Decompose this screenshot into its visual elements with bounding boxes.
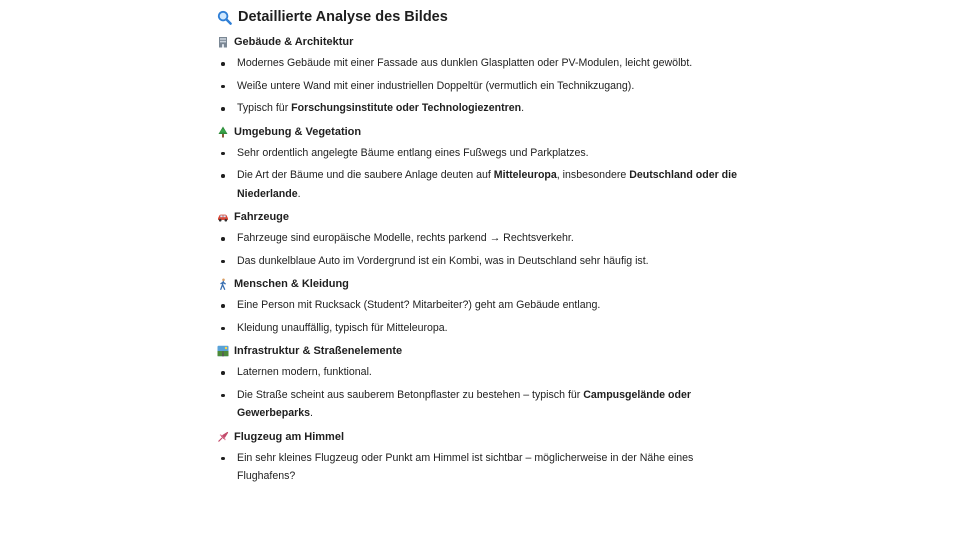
- section-heading: [217, 32, 737, 52]
- car-icon: [217, 211, 229, 223]
- text-run: Modernes Gebäude mit einer Fassade aus dunklen Glasplatten oder PV-Modulen, leicht gewölbt.: [237, 57, 693, 69]
- road-map-icon: [217, 345, 229, 357]
- list-item: [217, 296, 737, 315]
- building-icon: [217, 36, 229, 48]
- bullet-list: [217, 144, 737, 204]
- bold-text: Campusgelände oder Gewerbeparks: [237, 388, 691, 419]
- magnifier-icon: [217, 10, 232, 25]
- page-title-text: Detaillierte Analyse des Bildes: [238, 9, 448, 25]
- list-item: [217, 99, 737, 118]
- section-heading: [217, 341, 737, 361]
- section-heading-text: Fahrzeuge: [234, 211, 290, 223]
- text-run: Fahrzeuge sind europäische Modelle, rechts parkend → Rechtsverkehr.: [237, 232, 574, 244]
- bullet-list: [217, 449, 737, 486]
- bullet-list: [217, 54, 737, 118]
- text-run: Laternen modern, funktional.: [237, 366, 372, 378]
- bullet-list: [217, 229, 737, 270]
- list-item: [217, 363, 737, 382]
- section-heading-text: Flugzeug am Himmel: [234, 430, 345, 443]
- bold-text: Deutschland oder die Niederlande: [237, 169, 737, 200]
- section-heading-text: Umgebung & Vegetation: [234, 125, 362, 138]
- text-run: .: [297, 187, 301, 200]
- tree-icon: [217, 126, 229, 138]
- text-run: Ein sehr kleines Flugzeug oder Punkt am Himmel ist sichtbar – möglicherweise in der Nähe eines Flughafens?: [237, 451, 694, 482]
- list-item: [217, 252, 737, 271]
- sections-container: [217, 32, 737, 486]
- section-heading-text: Gebäude & Architektur: [234, 36, 354, 48]
- bullet-list: [217, 363, 737, 423]
- text-run: .: [521, 102, 525, 114]
- page-title: [217, 6, 737, 28]
- bold-text: Mitteleuropa: [493, 169, 557, 181]
- list-item: [217, 386, 737, 423]
- text-run: Sehr ordentlich angelegte Bäume entlang eines Fußwegs und Parkplatzes.: [237, 146, 589, 159]
- airplane-icon: [217, 431, 229, 443]
- text-run: , insbesondere: [556, 169, 630, 181]
- section-heading-text: Infrastruktur & Straßenelemente: [234, 345, 403, 357]
- analysis-document: [217, 6, 737, 490]
- walking-person-icon: [217, 278, 229, 290]
- text-run: .: [310, 407, 313, 419]
- text-run: Die Art der Bäume und die saubere Anlage deuten auf: [237, 169, 494, 181]
- list-item: [217, 144, 737, 163]
- bold-text: Forschungsinstitute oder Technologiezentren: [291, 102, 522, 114]
- list-item: [217, 77, 737, 96]
- section-heading: [217, 274, 737, 294]
- list-item: [217, 449, 737, 486]
- text-run: Das dunkelblaue Auto im Vordergrund ist ein Kombi, was in Deutschland sehr häufig ist.: [237, 254, 649, 267]
- text-run: Typisch für: [237, 102, 292, 114]
- text-run: Eine Person mit Rucksack (Student? Mitarbeiter?) geht am Gebäude entlang.: [237, 299, 601, 311]
- section-heading: [217, 427, 737, 447]
- list-item: [217, 166, 737, 203]
- section-heading-text: Menschen & Kleidung: [234, 278, 349, 290]
- bullet-list: [217, 296, 737, 337]
- text-run: Kleidung unauffällig, typisch für Mitteleuropa.: [237, 321, 448, 334]
- text-run: Die Straße scheint aus sauberem Betonpflaster zu bestehen – typisch für: [237, 388, 584, 401]
- section-heading: [217, 122, 737, 142]
- text-run: Weiße untere Wand mit einer industriellen Doppeltür (vermutlich ein Technikzugang).: [237, 79, 635, 92]
- list-item: [217, 319, 737, 338]
- section-heading: [217, 207, 737, 227]
- list-item: [217, 229, 737, 248]
- list-item: [217, 54, 737, 73]
